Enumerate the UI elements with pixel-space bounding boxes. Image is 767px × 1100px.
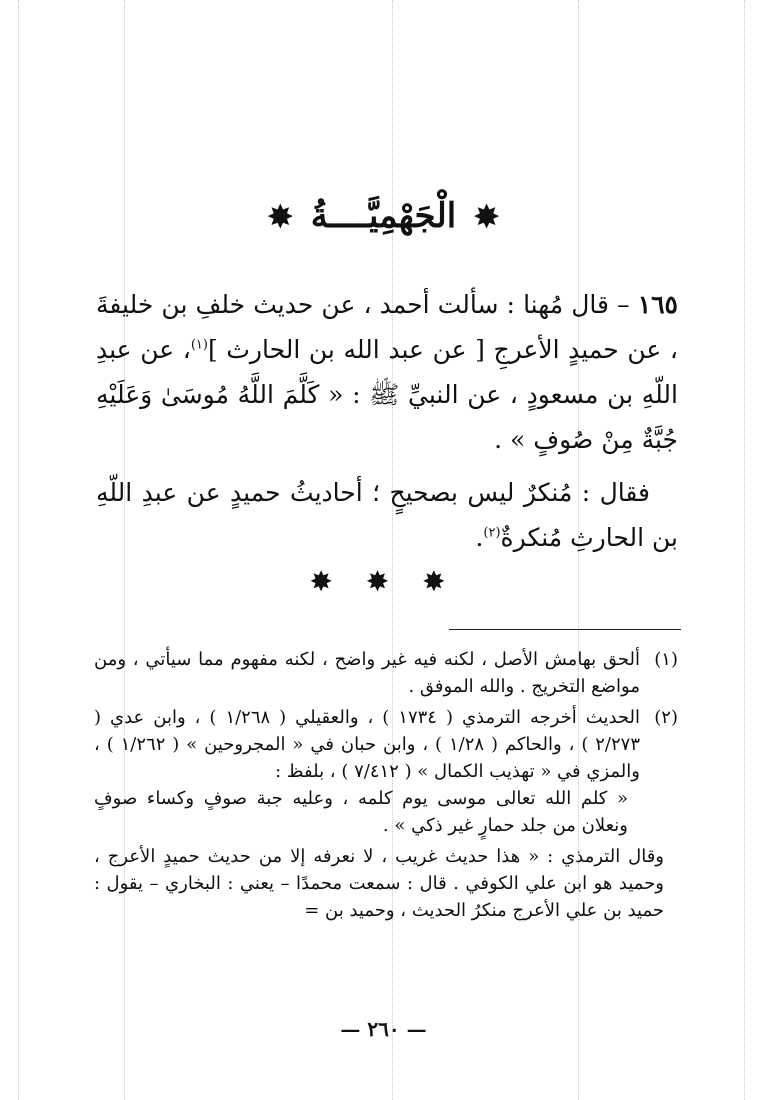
footnotes [94,646,678,924]
page-number: — ٢٦٠ — [340,1017,427,1041]
chapter-heading [0,196,767,236]
footnote-separator [449,629,681,630]
footnote-number: (٢) [654,707,678,728]
entry-dash: – [608,290,638,319]
main-text [96,282,678,560]
entry-number: ١٦٥ [637,290,678,319]
comment-text: فقال : مُنكرٌ ليس بصحيحٍ ؛ أحاديثُ حميدٍ عن عبدِ اللّهِ بن الحارثِ مُنكرةٌ [96,478,678,552]
star-ornament-icon: ✸ [267,200,293,235]
comment-end: . [475,523,484,552]
footnote [94,704,678,839]
footnote-ref: (٢) [483,525,501,541]
star-ornament-icon: ✸ [474,200,500,235]
footnote-quote: « كلم الله تعالى موسى يوم كلمه ، وعليه جبة صوفٍ وكساء صوفٍ ونعلان من جلد حمارٍ غير ذكي » . [94,788,628,836]
footnote-text: الحديث أخرجه الترمذي ( ١٧٣٤ ) ، والعقيلي ( ١/٢٦٨ ) ، وابن عدي ( ٢/٢٧٣ ) ، والحاكم ( ١/٢٨ ) ، وابن حبان في « المجروحين » ( ١/٢٦٢ ) ، والمزي في « تهذيب الكمال » ( ٧/٤١٢ ) ، بلفظ : [94,707,641,782]
hadith-paragraph [96,282,678,462]
hadith-text-continued: ، عن عبدِ اللّهِ بن مسعودٍ ، عن النبيِّ ﷺ : « كَلَّمَ اللَّهُ مُوسَىٰ وَعَلَيْهِ جُبَّةٌ مِنْ صُوفٍ » . [96,335,678,454]
section-divider: ✸ ✸ ✸ [309,565,458,598]
footnote-text: ألحق بهامش الأصل ، لكنه فيه غير واضح ، لكنه مفهوم مما سيأتي ، ومن مواضع التخريج . والله الموفق . [94,649,640,697]
chapter-title: الْجَهْمِيَّــــةُ [310,196,457,236]
footnote-ref: (١) [190,337,208,353]
footnote [94,646,678,700]
hadith-text: قال مُهنا : سألت أحمد ، عن حديث خلفِ بن خليفةَ ، عن حميدٍ الأعرجِ [ عن عبد الله بن الحارث ] [96,290,678,364]
comment-paragraph [96,470,678,560]
footnote-number: (١) [654,649,678,670]
footnote-continuation: وقال الترمذي : « هذا حديث غريب ، لا نعرفه إلا من حديث حميدٍ الأعرج ، وحميد هو ابن علي الكوفي . قال : سمعت محمدًا – يعني : البخاري – يقول : حميد بن علي الأعرج منكرُ الحديث ، وحميد بن = [94,846,664,921]
